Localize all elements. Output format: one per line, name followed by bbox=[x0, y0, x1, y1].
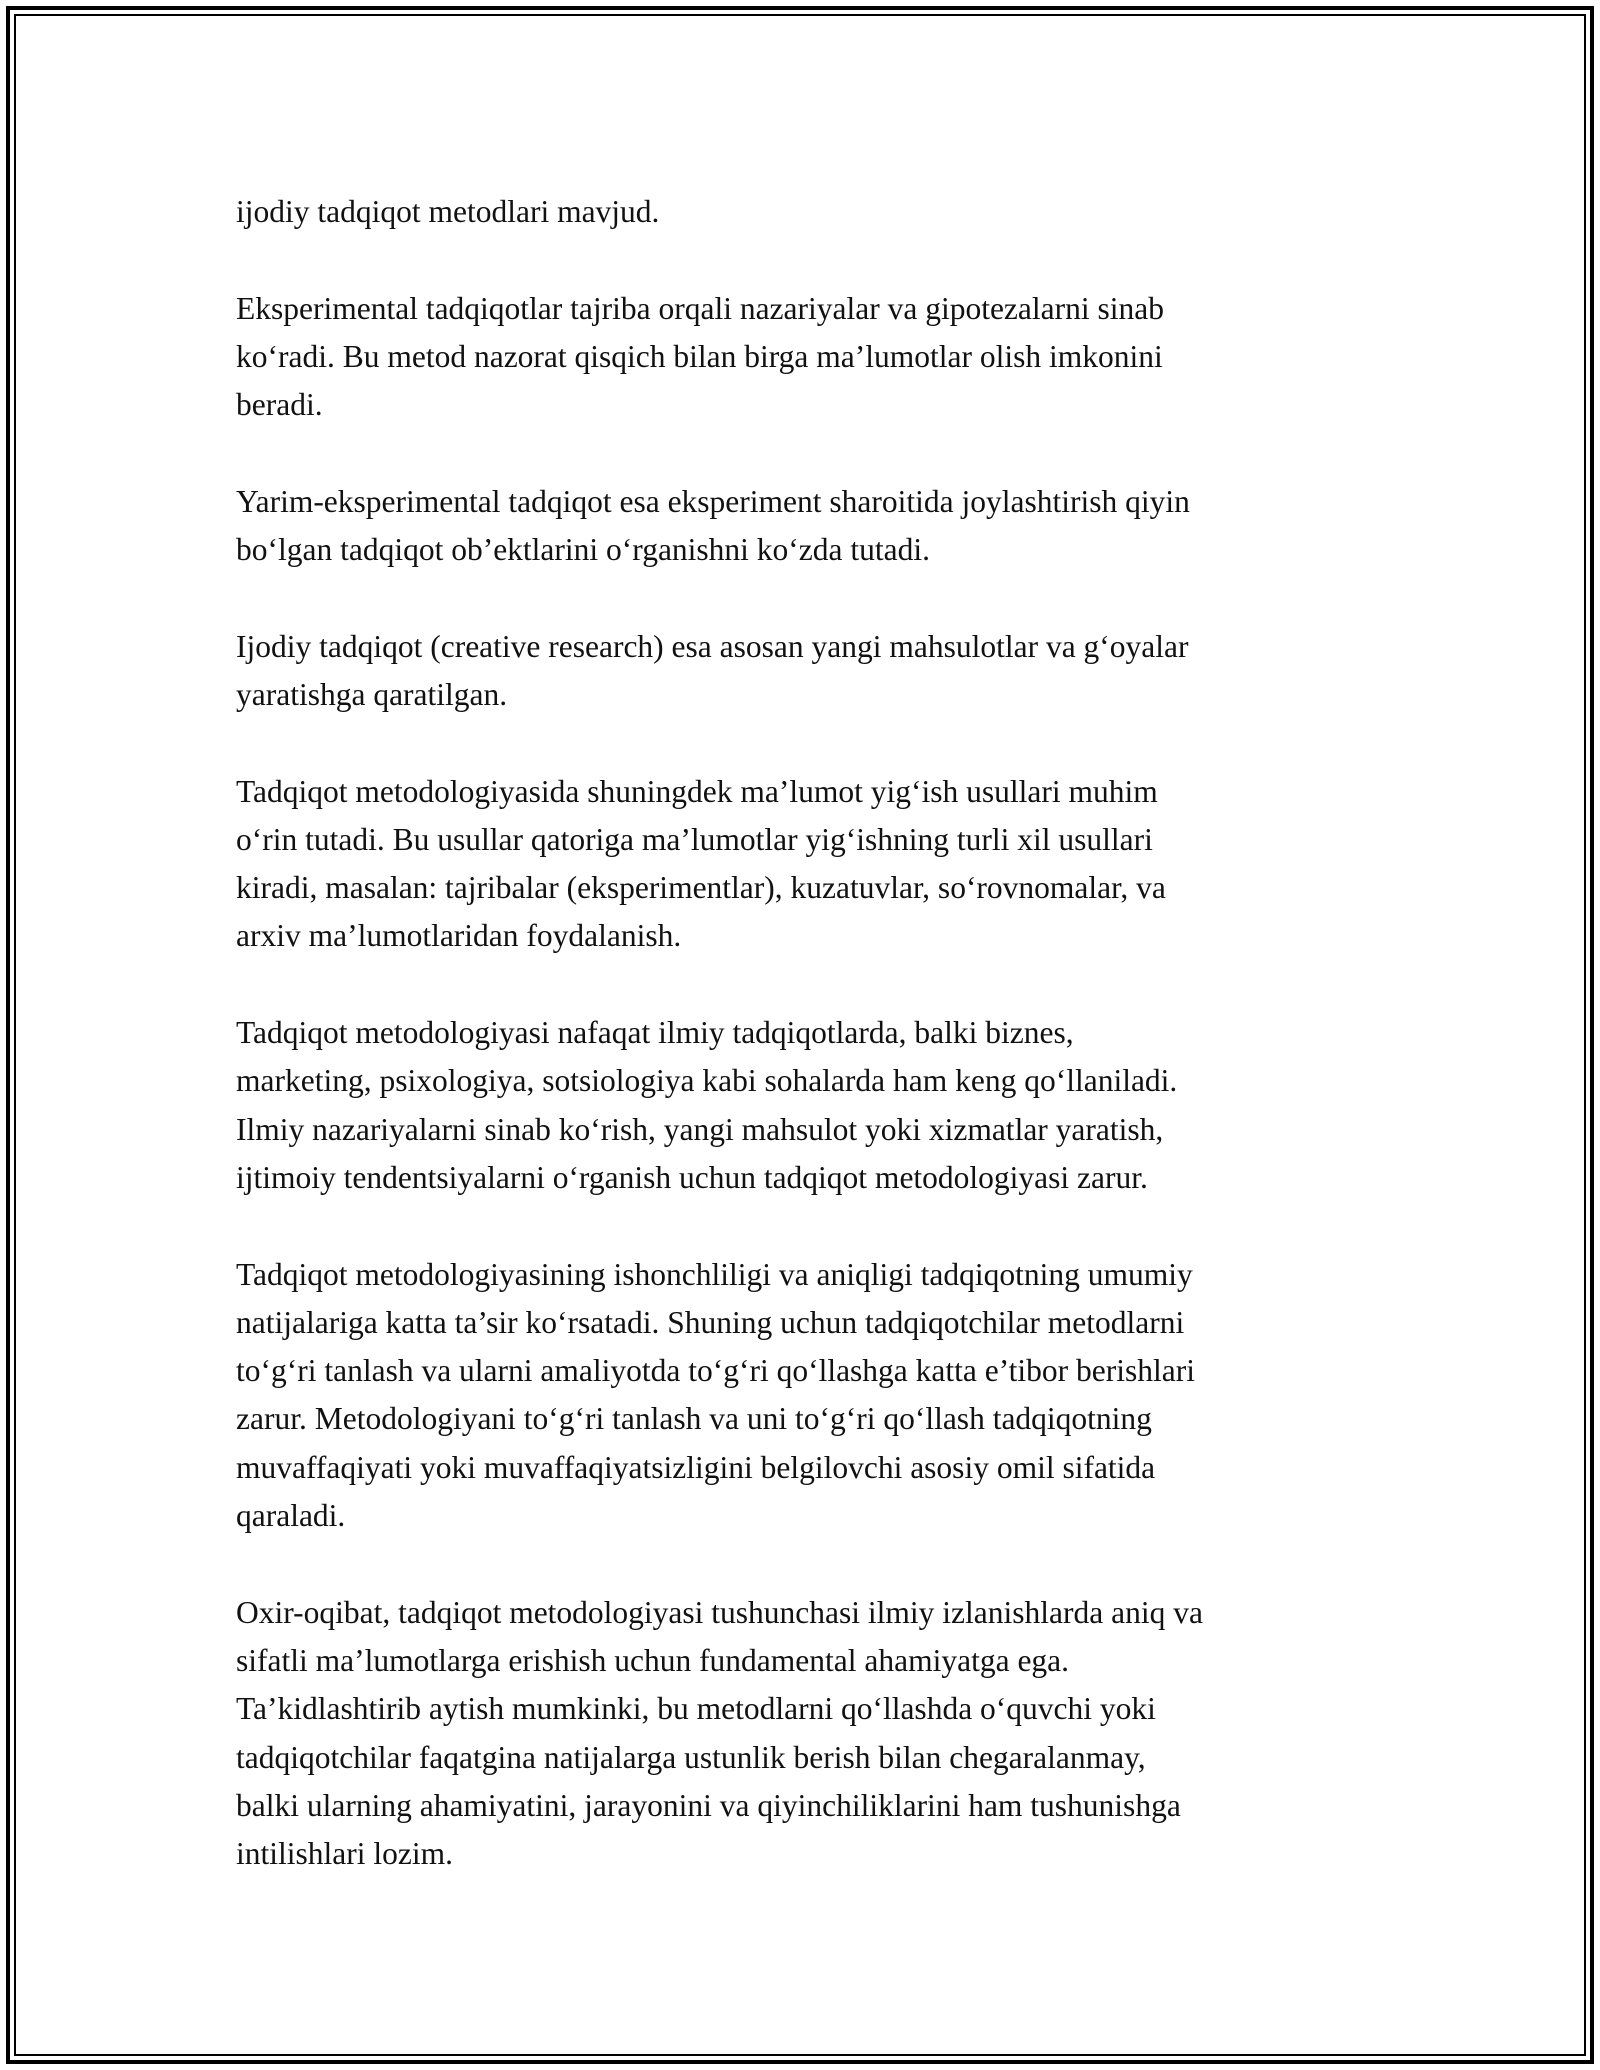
paragraph: Tadqiqot metodologiyasida shuningdek ma’lumot yig‘ish usullari muhim o‘rin tutadi. Bu usullar qatoriga ma’lumotlar yig‘ishning turli xil usullari kiradi, masalan: tajribalar (eksperimentlar), kuzatuvlar, so‘rovnomalar, va arxiv ma’lumotlaridan foydalanish. bbox=[236, 773, 1166, 954]
document-body bbox=[236, 188, 1366, 1927]
paragraph: Oxir-oqibat, tadqiqot metodologiyasi tushunchasi ilmiy izlanishlarda aniq va sifatli ma’lumotlarga erishish uchun fundamental ahamiyatga ega. Ta’kidlashtirib aytish mumkinki, bu metodlarni qo‘llashda o‘quvchi yoki tadqiqotchilar faqatgina natijalarga ustunlik berish bilan chegaralanmay, balki ularning ahamiyatini, jarayonini va qiyinchiliklarini ham tushunishga intilishlari lozim. bbox=[236, 1594, 1203, 1872]
paragraph: Yarim-eksperimental tadqiqot esa eksperiment sharoitida joylashtirish qiyin bo‘lgan tadqiqot ob’ektlarini o‘rganishni ko‘zda tutadi. bbox=[236, 483, 1190, 568]
paragraph: Tadqiqot metodologiyasining ishonchliligi va aniqligi tadqiqotning umumiy natijalariga katta ta’sir ko‘rsatadi. Shuning uchun tadqiqotchilar metodlarni to‘g‘ri tanlash va ularni amaliyotda to‘g‘ri qo‘llashga katta e’tibor berishlari zarur. Metodologiyani to‘g‘ri tanlash va uni to‘g‘ri qo‘llash tadqiqotning muvaffaqiyati yoki muvaffaqiyatsizligini belgilovchi asosiy omil sifatida qaraladi. bbox=[236, 1256, 1195, 1534]
paragraph: Ijodiy tadqiqot (creative research) esa asosan yangi mahsulotlar va g‘oyalar yaratishga qaratilgan. bbox=[236, 628, 1189, 712]
paragraph: ijodiy tadqiqot metodlari mavjud. bbox=[236, 194, 660, 229]
paragraph: Tadqiqot metodologiyasi nafaqat ilmiy tadqiqotlarda, balki biznes, marketing, psixologiya, sotsiologiya kabi sohalarda ham keng qo‘llaniladi. Ilmiy nazariyalarni sinab ko‘rish, yangi mahsulot yoki xizmatlar yaratish, ijtimoiy tendentsiyalarni o‘rganish uchun tadqiqot metodologiyasi zarur. bbox=[236, 1015, 1178, 1195]
paragraph: Eksperimental tadqiqotlar tajriba orqali nazariyalar va gipotezalarni sinab ko‘radi. Bu metod nazorat qisqich bilan birga ma’lumotlar olish imkonini beradi. bbox=[236, 290, 1164, 423]
